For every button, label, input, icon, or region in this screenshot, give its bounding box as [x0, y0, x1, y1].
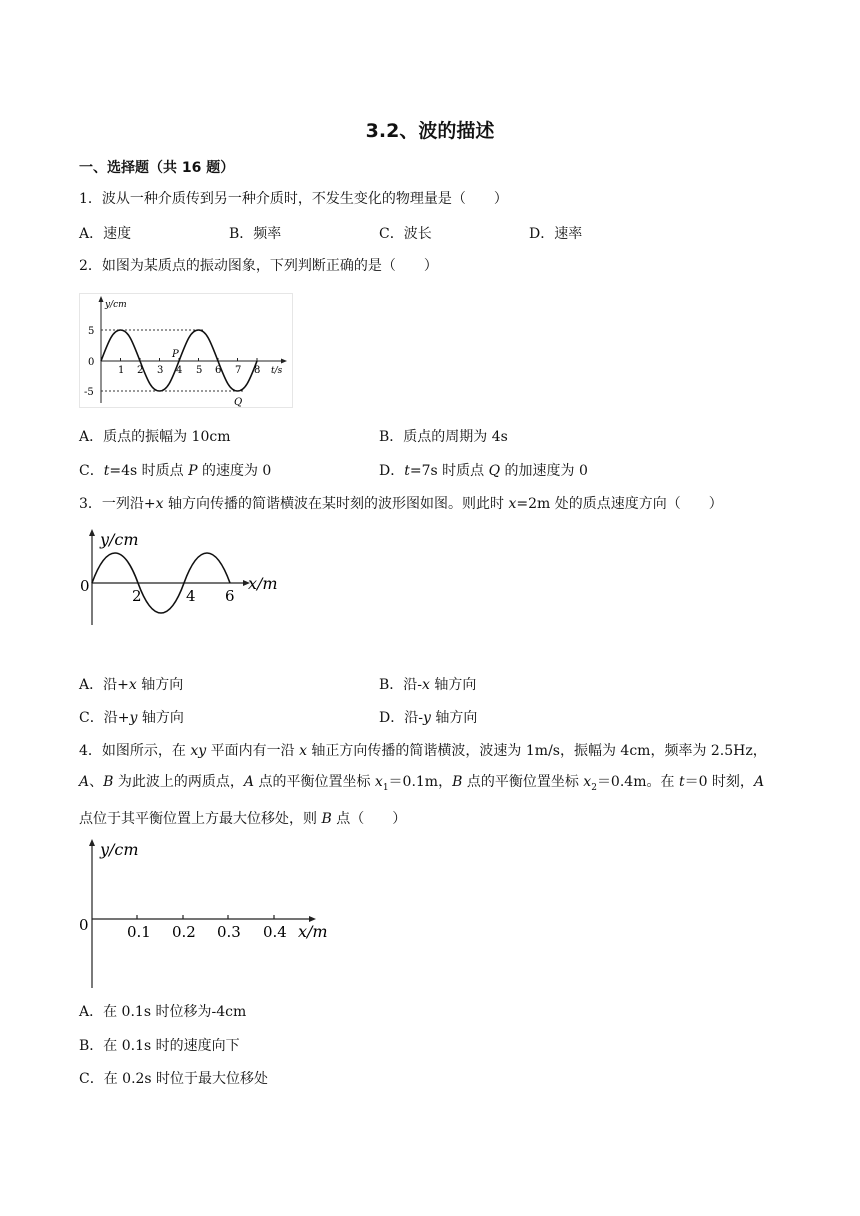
q4-x-tick: 0.4 — [263, 923, 287, 941]
q2-option-d[interactable]: D．t=7s 时质点 Q 的加速度为 0 — [379, 463, 588, 479]
section-heading: 一、选择题（共 16 题） — [79, 160, 235, 176]
q2-y-axis-label: y/cm — [105, 300, 127, 310]
q2-t-tick: 7 — [235, 365, 242, 376]
q3-stem: 3．一列沿+x 轴方向传播的简谐横波在某时刻的波形图如图。则此时 x=2m 处的质点速度方向（ ） — [79, 496, 723, 512]
q2-option-c[interactable]: C．t=4s 时质点 P 的速度为 0 — [79, 463, 272, 479]
q2-t-tick: 6 — [215, 365, 222, 376]
q4-y-axis-label: y/cm — [100, 840, 139, 859]
q2-t-tick: 5 — [196, 365, 203, 376]
q2-t-tick: 4 — [176, 365, 183, 376]
q3-x-tick: 2 — [132, 587, 142, 605]
q3-x-tick: 6 — [225, 587, 235, 605]
q4-option-a[interactable]: A．在 0.1s 时位移为-4cm — [79, 1004, 247, 1020]
q4-option-b[interactable]: B．在 0.1s 时的速度向下 — [79, 1038, 240, 1054]
q2-t-tick: 3 — [157, 365, 164, 376]
q2-t-axis-label: t/s — [271, 366, 283, 376]
q3-x-tick: 4 — [186, 587, 196, 605]
q2-t-tick: 1 — [118, 365, 125, 376]
q4-x-tick: 0.3 — [217, 923, 241, 941]
q1-stem: 1．波从一种介质传到另一种介质时，不发生变化的物理量是（ ） — [79, 191, 508, 207]
q2-option-b[interactable]: B．质点的周期为 4s — [379, 429, 508, 445]
q3-y-axis-label: y/cm — [100, 530, 139, 549]
q2-point-q-label: Q — [234, 397, 243, 408]
q2-stem: 2．如图为某质点的振动图象，下列判断正确的是（ ） — [79, 258, 438, 274]
page-title: 3.2、波的描述 — [365, 120, 495, 142]
q2-y-tick-5: 5 — [88, 326, 95, 337]
q3-option-d[interactable]: D．沿-y 轴方向 — [379, 710, 478, 726]
q2-y-tick-0: 0 — [88, 357, 95, 368]
q1-option-b[interactable]: B．频率 — [229, 226, 282, 242]
q2-t-tick: 2 — [137, 365, 144, 376]
q4-axes-figure — [76, 836, 336, 992]
q4-x-tick: 0.2 — [172, 923, 196, 941]
q1-option-a[interactable]: A．速度 — [79, 226, 132, 242]
q2-option-a[interactable]: A．质点的振幅为 10cm — [79, 429, 231, 445]
q1-option-d[interactable]: D．速率 — [529, 226, 583, 242]
q4-x-axis-label: x/m — [298, 922, 328, 941]
q3-option-a[interactable]: A．沿+x 轴方向 — [79, 677, 184, 693]
q4-origin-label: 0 — [79, 916, 89, 934]
q2-t-tick: 8 — [254, 365, 261, 376]
q2-y-tick-neg5: -5 — [84, 387, 94, 398]
q3-x-axis-label: x/m — [248, 574, 278, 593]
q3-origin-label: 0 — [80, 577, 90, 595]
q4-x-tick: 0.1 — [127, 923, 151, 941]
q4-option-c[interactable]: C．在 0.2s 时位于最大位移处 — [79, 1071, 269, 1087]
q1-option-c[interactable]: C．波长 — [379, 226, 432, 242]
q3-wave-figure — [76, 527, 286, 627]
q3-option-b[interactable]: B．沿-x 轴方向 — [379, 677, 477, 693]
q3-option-c[interactable]: C．沿+y 轴方向 — [79, 710, 184, 726]
q4-stem: 4．如图所示，在 xy 平面内有一沿 x 轴正方向传播的简谐横波，波速为 1m/s，振幅为 4cm，频率为 2.5Hz， A、B 为此波上的两质点，A 点的平衡位置坐标 $x_1=0.1m$，B 点的平衡位置坐标 $x_2=0.4m$。在 t＝0 时刻，A 点位于其平衡位置上方最大位移处，则 B 点（ ） — [79, 743, 767, 827]
q2-vibration-figure — [79, 293, 293, 408]
q2-point-p-label: P — [172, 349, 179, 360]
